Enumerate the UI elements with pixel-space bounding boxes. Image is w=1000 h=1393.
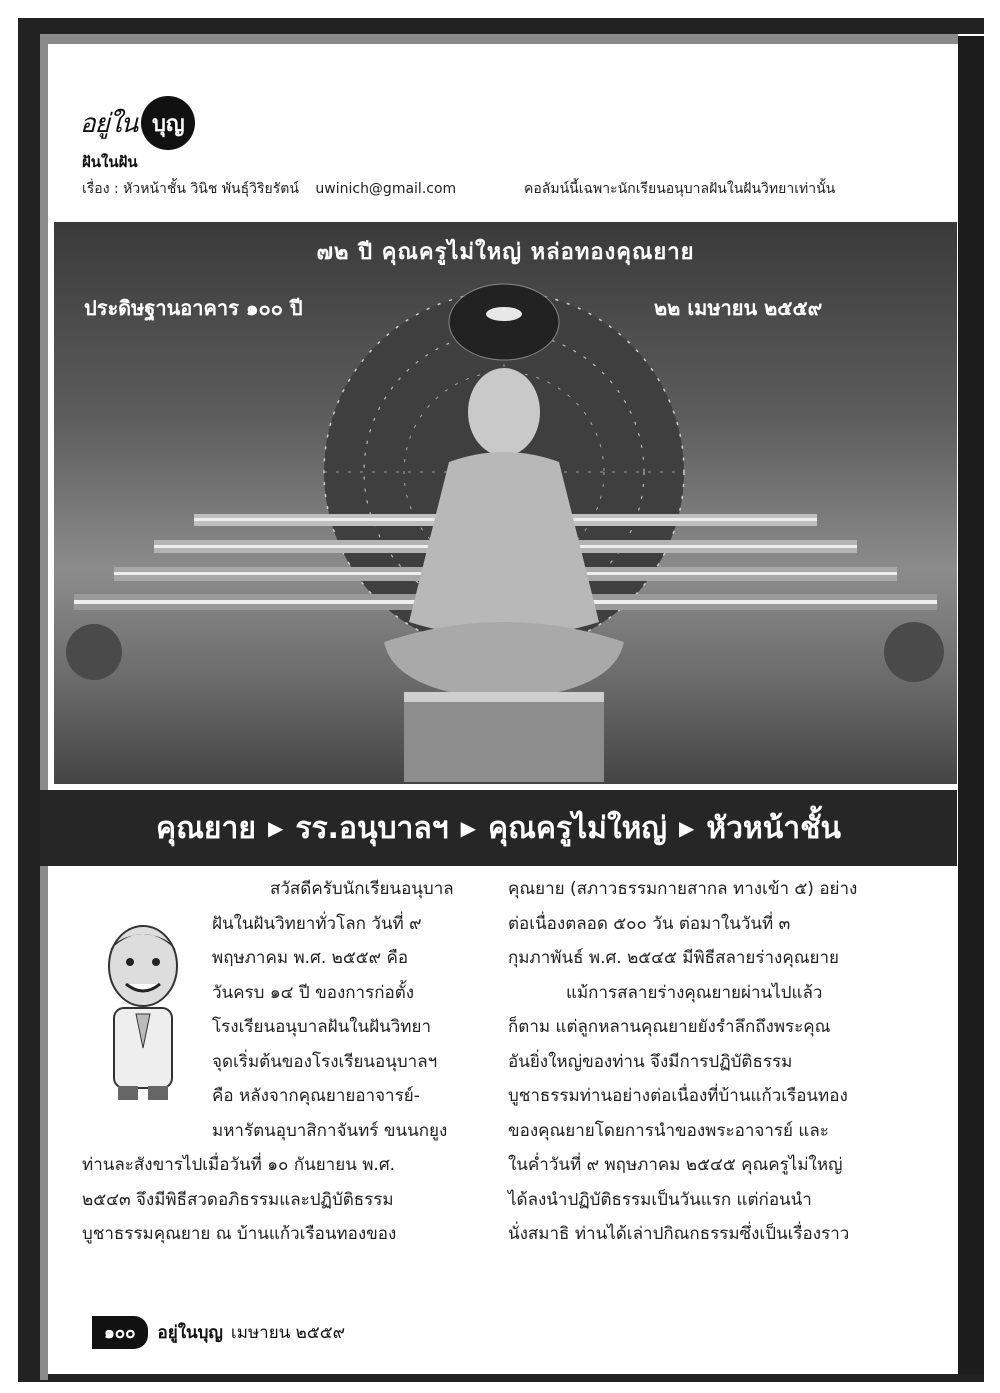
text-line: บูชาธรรมคุณยาย ณ บ้านแก้วเรือนทองของ (82, 1224, 397, 1244)
lineage-item: คุณครูไม่ใหญ่ (488, 810, 667, 846)
logo-script-text: อยู่ใน (80, 108, 138, 139)
text-line: โรงเรียนอนุบาลฝันในฝันวิทยา (212, 1017, 432, 1037)
statue-lap (384, 622, 624, 700)
column-note: คอลัมน์นี้เฉพาะนักเรียนอนุบาลฝันในฝันวิทยาเท่านั้น (524, 181, 836, 197)
text-line: ในค่ำวันที่ ๙ พฤษภาคม ๒๕๔๕ คุณครูไม่ใหญ่ (508, 1155, 843, 1175)
lineage-banner (40, 790, 957, 866)
triangle-right-icon: ▶ (267, 816, 284, 840)
page-frame-left (18, 18, 40, 1380)
lineage-item: หัวหน้าชั้น (706, 810, 841, 846)
page-frame-accent-top (40, 34, 958, 44)
hero-title: ๗๒ ปี คุณครูไม่ใหญ่ หล่อทองคุณยาย (316, 240, 695, 265)
text-line: ต่อเนื่องตลอด ๕๐๐ วัน ต่อมาในวันที่ ๓ (508, 913, 791, 934)
page-frame-accent-left (40, 34, 48, 1380)
lineage-item: คุณยาย (156, 810, 256, 846)
lineage-item: รร.อนุบาลฯ (295, 810, 449, 846)
text-line: ท่านละสังขารไปเมื่อวันที่ ๑๐ กันยายน พ.ศ. (82, 1155, 396, 1175)
author-credit: เรื่อง : หัวหน้าชั้น วินิช พันธุ์วิริยรัตน์ (82, 181, 299, 197)
statue-pedestal (404, 692, 604, 782)
tree-left (66, 624, 122, 680)
article-text-left-bottom (82, 1148, 396, 1252)
author-email: uwinich@gmail.com (315, 181, 457, 197)
text-line: ๒๕๔๓ จึงมีพิธีสวดอภิธรรมและปฏิบัติธรรม (82, 1189, 394, 1210)
text-line: พฤษภาคม พ.ศ. ๒๕๕๙ คือ (212, 948, 409, 968)
statue-pedestal-top (404, 692, 604, 702)
text-line: ก็ตาม แต่ลูกหลานคุณยายยังรำลึกถึงพระคุณ (508, 1017, 831, 1037)
publication-name: อยู่ในบุญ (157, 1323, 223, 1343)
article-text-left-top (212, 872, 454, 1148)
hero-left-caption: ประดิษฐานอาคาร ๑๐๐ ปี (84, 296, 303, 320)
text-line: ได้ลงนำปฏิบัติธรรมเป็นวันแรก แต่ก่อนนำ (508, 1189, 812, 1210)
text-line: มหารัตนอุบาสิกาจันทร์ ขนนกยูง (212, 1120, 448, 1141)
text-line: วันครบ ๑๔ ปี ของการก่อตั้ง (212, 982, 415, 1003)
triangle-right-icon: ▶ (460, 816, 476, 840)
dome-emblem-light (486, 307, 522, 321)
hero-photo (54, 222, 957, 784)
text-line: คุณยาย (สภาวธรรมกายสากล ทางเข้า ๕) อย่าง (508, 879, 858, 899)
article-text-right (508, 872, 857, 1252)
text-line: ฝันในฝันวิทยาทั่วโลก วันที่ ๙ (212, 913, 422, 934)
tree-right (884, 622, 944, 682)
page-number: ๑๐๐ (92, 1316, 148, 1349)
page-frame-bottom (18, 1374, 984, 1382)
issue-date: เมษายน ๒๕๕๙ (230, 1323, 346, 1343)
text-line: แม้การสลายร่างคุณยายผ่านไปแล้ว (566, 982, 823, 1003)
magazine-logo (80, 96, 195, 150)
text-line: อันยิ่งใหญ่ของท่าน จึงมีการปฏิบัติธรรม (508, 1051, 793, 1072)
triangle-right-icon: ▶ (678, 816, 695, 840)
text-line: คือ หลังจากคุณยายอาจารย์- (212, 1086, 420, 1106)
page-frame-top (18, 18, 984, 34)
statue-head (468, 368, 540, 456)
column-name: ฝันในฝัน (82, 153, 138, 171)
page-footer (92, 1316, 345, 1349)
text-line: กุมภาพันธ์ พ.ศ. ๒๕๔๕ มีพิธีสลายร่างคุณยาย (508, 948, 839, 968)
author-cartoon (88, 918, 198, 1102)
logo-badge: บุญ (141, 96, 195, 150)
dome-emblem (449, 284, 559, 360)
page-frame-right (958, 36, 984, 1382)
text-line: ของคุณยายโดยการนำของพระอาจารย์ และ (508, 1120, 829, 1141)
text-line: จุดเริ่มต้นของโรงเรียนอนุบาลฯ (212, 1051, 438, 1072)
hero-right-caption: ๒๒ เมษายน ๒๕๕๙ (654, 296, 823, 320)
text-line: บูชาธรรมท่านอย่างต่อเนื่องที่บ้านแก้วเรือนทอง (508, 1086, 848, 1106)
text-line: สวัสดีครับนักเรียนอนุบาล (270, 879, 454, 899)
byline (82, 178, 836, 200)
text-line: นั่งสมาธิ ท่านได้เล่าปกิณกธรรมซึ่งเป็นเรื่องราว (508, 1224, 850, 1244)
